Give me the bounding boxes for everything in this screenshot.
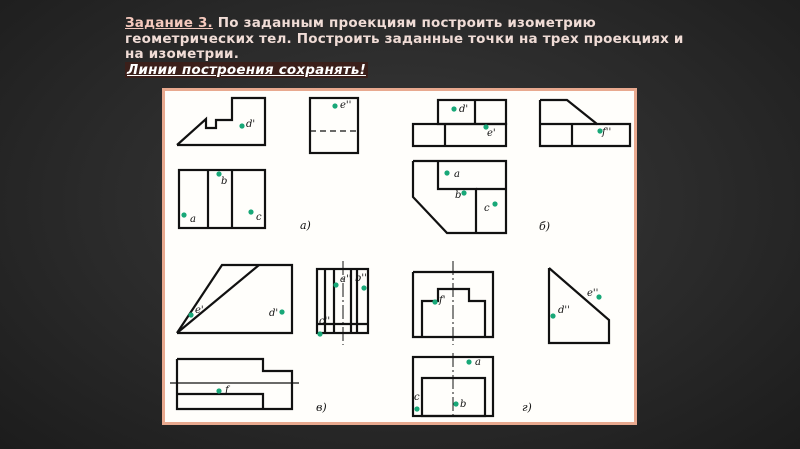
point-marker <box>492 201 497 206</box>
task-warning: Линии построения сохранять! <box>127 61 366 78</box>
projection-drawings <box>165 91 634 422</box>
v-front-view <box>177 265 292 333</box>
g-point-e-label: e'' <box>587 288 599 299</box>
g-point-d-label: d'' <box>558 305 570 316</box>
point-marker <box>248 209 253 214</box>
a-point-c-label: c <box>256 212 262 223</box>
v-top-view <box>177 359 292 409</box>
v-front-diagonal <box>177 265 259 333</box>
v-point-d-label: d' <box>269 308 279 319</box>
variant-g-label: г) <box>522 401 532 414</box>
variant-b-label: б) <box>539 220 551 233</box>
point-marker <box>333 282 338 287</box>
v-point-b-label: b'' <box>355 273 367 284</box>
point-marker <box>216 388 221 393</box>
point-marker <box>461 190 466 195</box>
a-point-b-label: b <box>221 176 228 187</box>
b-front-top <box>438 100 506 124</box>
g-point-a-label: a <box>475 357 481 368</box>
v-point-a-label: a'' <box>340 274 352 285</box>
point-marker <box>181 212 186 217</box>
point-marker <box>239 123 244 128</box>
point-marker <box>432 299 437 304</box>
point-marker <box>550 313 555 318</box>
v-point-f-label: f <box>225 385 229 396</box>
point-marker <box>444 170 449 175</box>
g-point-b-label: b <box>460 399 467 410</box>
v-top-inner <box>177 394 263 409</box>
b-point-b-label: b <box>455 190 462 201</box>
b-point-f-label: f'' <box>602 127 612 138</box>
variant-v <box>170 261 368 414</box>
v-point-e-label: e' <box>195 305 204 316</box>
point-marker <box>453 401 458 406</box>
v-point-c-label: c'' <box>319 316 331 327</box>
a-point-a-label: a <box>190 214 196 225</box>
point-marker <box>279 309 284 314</box>
task-text: По заданным проекциям построить изометрию геометрических тел. Построить заданные точки на трех проекциях и на изометрии. <box>125 15 684 62</box>
variant-g <box>413 261 609 419</box>
point-marker <box>466 359 471 364</box>
task-heading <box>125 16 685 78</box>
a-point-d-label: d' <box>246 119 256 130</box>
point-marker <box>414 406 419 411</box>
drawing-sheet <box>162 88 637 425</box>
variant-a-label: а) <box>300 219 311 232</box>
g-point-c-label: c <box>414 392 420 403</box>
point-marker <box>317 331 322 336</box>
b-point-d-label: d' <box>459 104 469 115</box>
point-marker <box>451 106 456 111</box>
point-marker <box>361 285 366 290</box>
variant-b <box>413 100 630 233</box>
g-point-f-label: f' <box>439 295 446 306</box>
variant-a <box>177 98 358 232</box>
a-point-e-label: e'' <box>340 100 352 111</box>
b-point-e-label: e' <box>487 128 496 139</box>
b-point-c-label: c <box>484 203 490 214</box>
variant-v-label: в) <box>316 401 327 414</box>
point-marker <box>332 103 337 108</box>
task-number: Задание 3. <box>125 15 213 31</box>
point-marker <box>188 312 193 317</box>
b-point-a-label: a <box>454 169 460 180</box>
